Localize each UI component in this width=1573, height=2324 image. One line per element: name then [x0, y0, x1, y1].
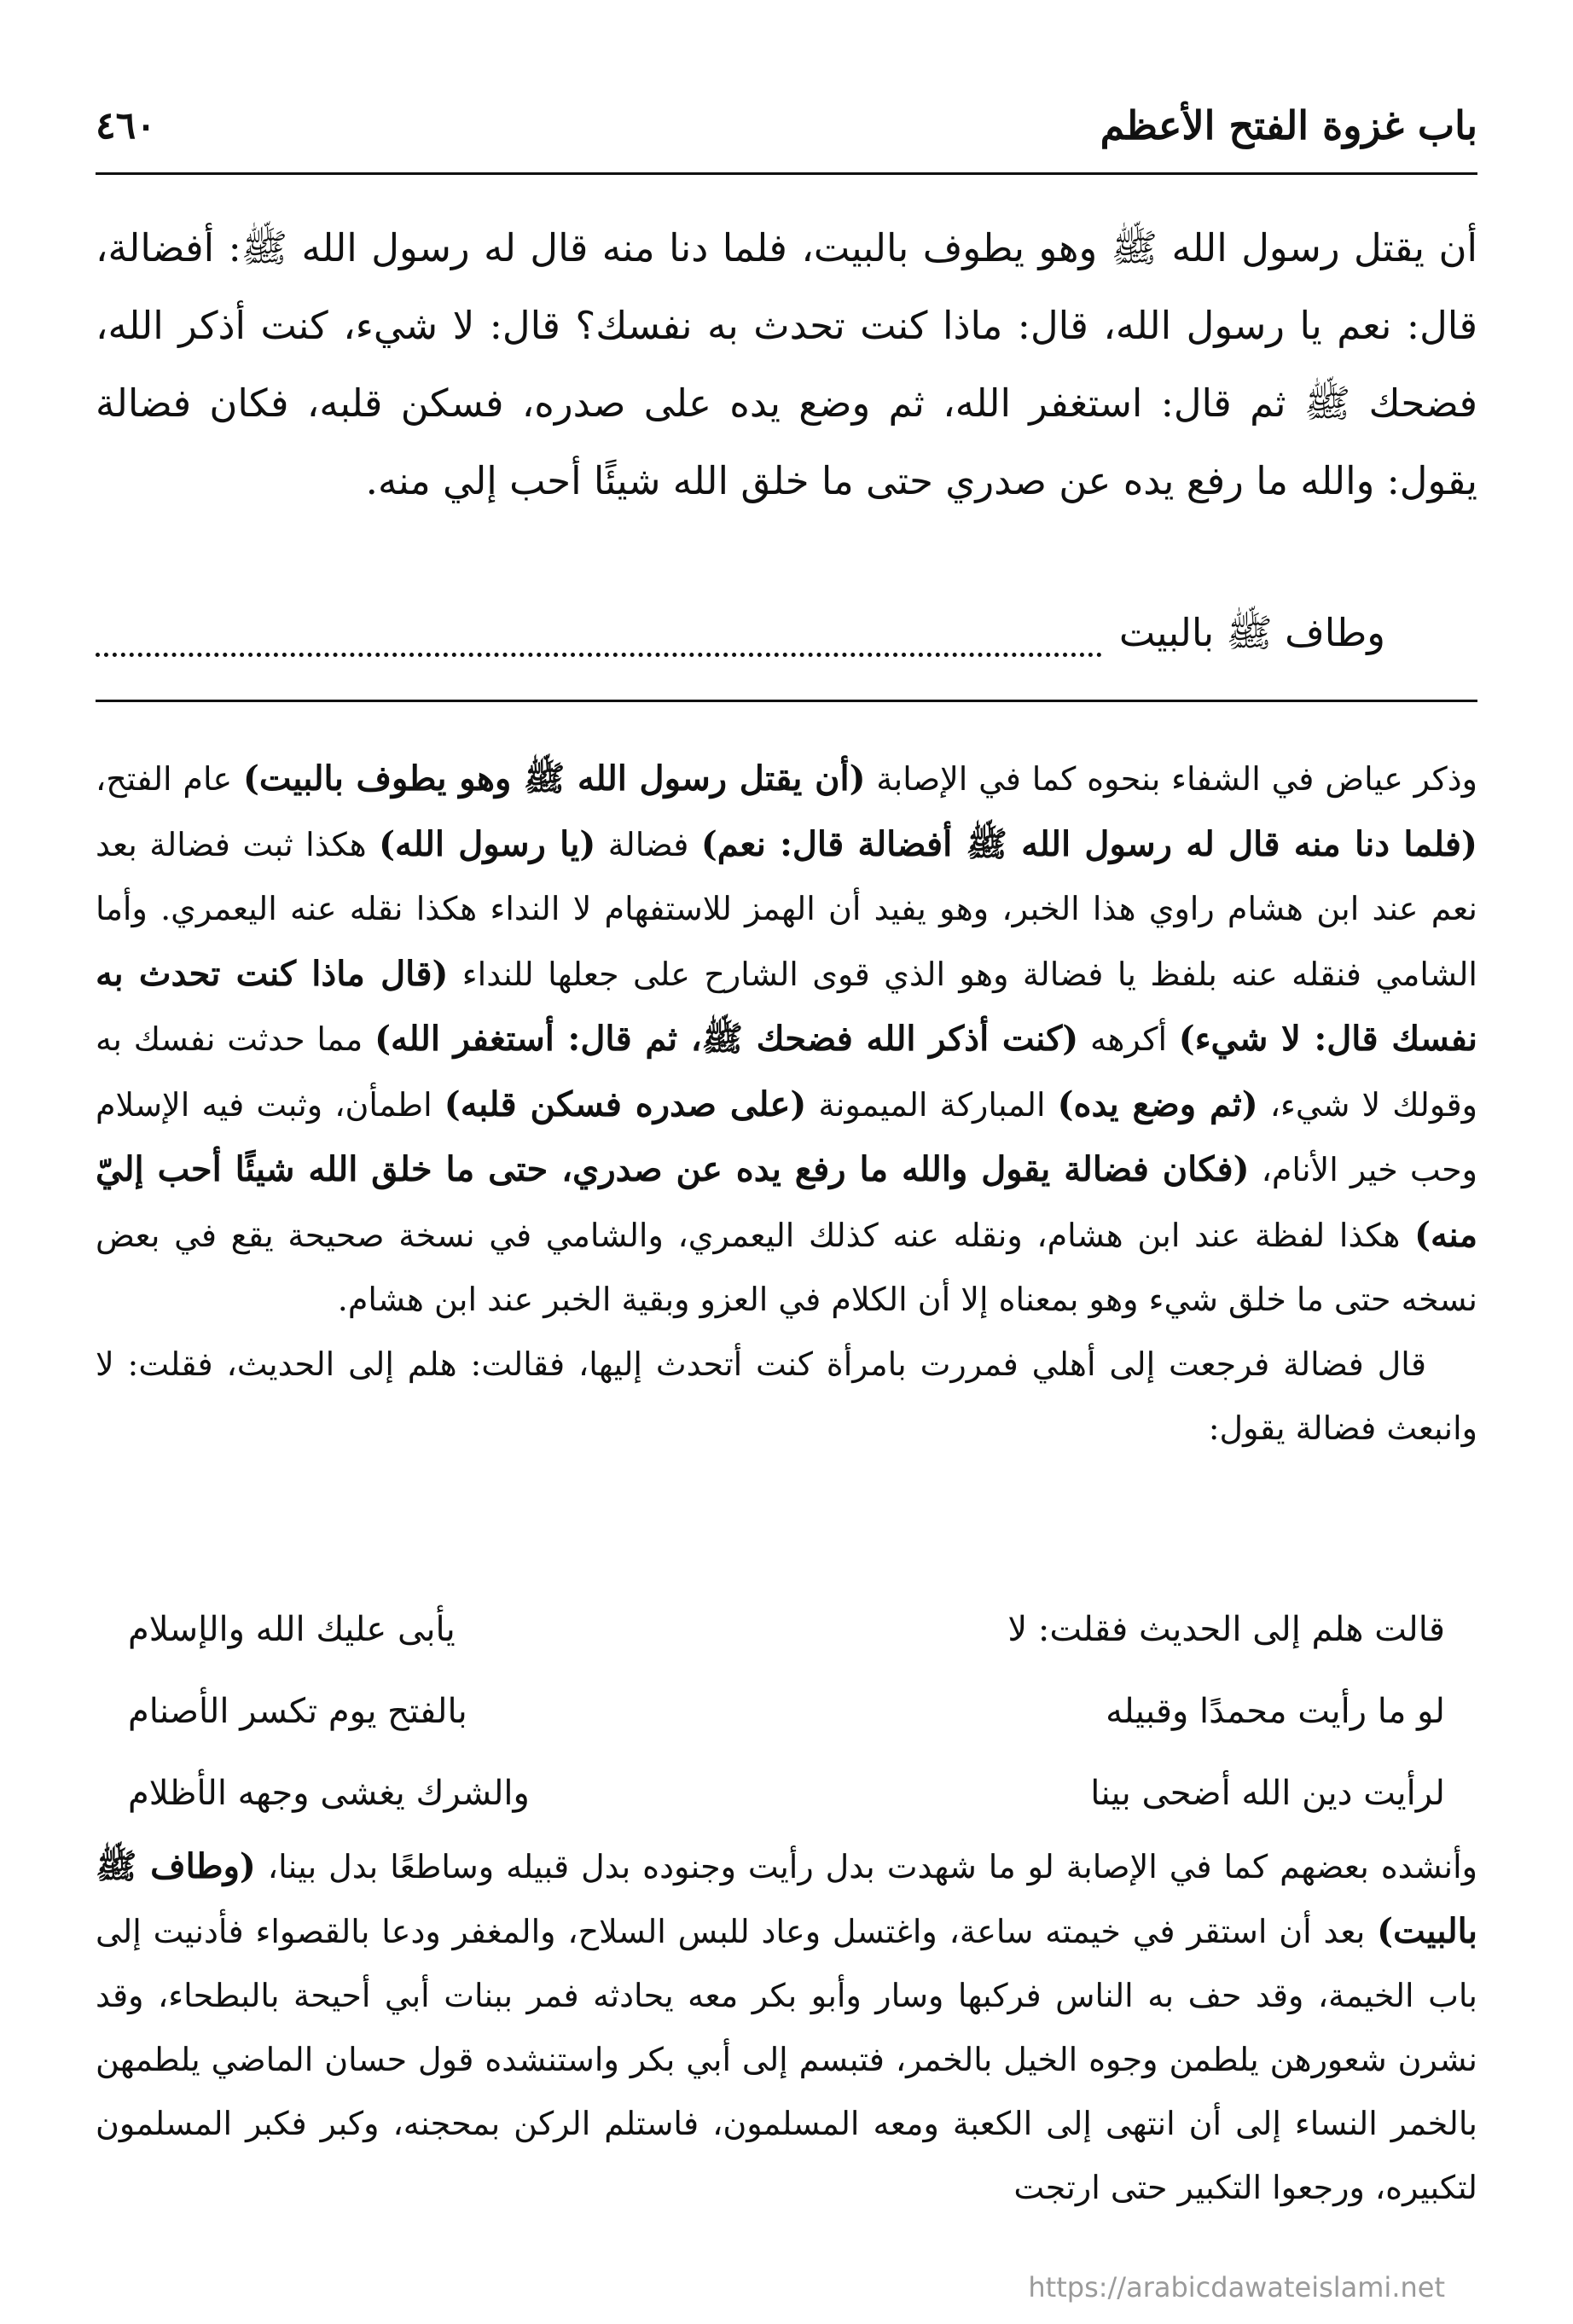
commentary-segment-quote: (كنت أذكر الله فضحك ﷺ، ثم قال: أستغفر الله) — [374, 1019, 1079, 1059]
lemma-row — [96, 607, 1385, 667]
commentary-segment-text: هكذا لفظة عند ابن هشام، ونقله عنه كذلك اليعمري، والشامي في نسخة صحيحة يقع في بعض نسخه حتى ما خلق شيء وهو بمعناه إلا أن الكلام في العزو وبقية الخبر عند ابن هشام. — [96, 1216, 1477, 1318]
dotted-leader — [96, 619, 1102, 657]
poem — [128, 1589, 1445, 1834]
verse — [128, 1752, 1445, 1834]
verse-second-half: بالفتح يوم تكسر الأصنام — [128, 1692, 467, 1731]
after-poem-text — [96, 1834, 1477, 2220]
commentary-segment-quote: (قال ماذا كنت تحدث به نفسك قال: لا شيء) — [96, 953, 1478, 1059]
main-paragraph: أن يقتل رسول الله ﷺ وهو يطوف بالبيت، فلما دنا منه قال له رسول الله ﷺ: أفضالة، قال: نعم يا رسول الله، قال: ماذا كنت تحدث به نفسك؟ قال: لا شيء، كنت أذكر الله، فضحك ﷺ ثم قال: استغفر الله، ثم وضع يده على صدره، فسكن قلبه، فكان فضالة يقول: والله ما رفع يده عن صدري حتى ما خلق الله شيئًا أحب إلي منه. — [96, 225, 1477, 503]
after-poem-paragraph — [96, 1834, 1477, 2220]
commentary-segment-text: فضالة — [595, 825, 701, 863]
commentary-segment-text: أكرهه — [1078, 1020, 1179, 1058]
commentary-segment-text: وذكر عياض في الشفاء بنحوه كما في الإصابة — [865, 760, 1477, 798]
commentary — [96, 747, 1477, 1461]
commentary-segment-quote: (يا رسول الله) — [379, 823, 596, 864]
commentary-segment-quote: (فلما دنا منه قال له رسول الله ﷺ أفضالة قال: نعم) — [700, 823, 1477, 864]
lemma: وطاف ﷺ بالبيت — [1118, 610, 1385, 655]
commentary-segment-text: عام الفتح، — [96, 760, 243, 798]
commentary-segment-quote: (ثم وضع يده) — [1057, 1084, 1258, 1124]
after-poem-segment-text: بعد أن استقر في خيمته ساعة، واغتسل وعاد للبس السلاح، والمغفر ودعا بالقصواء فأدنيت إلى باب الخيمة، وقد حف به الناس فركبها وسار وأبو بكر معه يحادثه فمر ببنات أبي أحيحة بالبطحاء، وقد نشرن شعورهن يلطمن وجوه الخيل بالخمر، فتبسم إلى أبي بكر واستنشده قول حسان الماضي يلطمهن بالخمر النساء إلى أن انتهى إلى الكعبة ومعه المسلمون، فاستلم الركن بمحجنه، وكبر فكبر المسلمون لتكبيره، ورجعوا التكبير حتى ارتجت — [96, 1913, 1477, 2206]
commentary-paragraph-1 — [96, 747, 1477, 1333]
page-number: ٤٦٠ — [96, 103, 156, 148]
watermark-url: https://arabicdawateislami.net — [1028, 2271, 1445, 2304]
commentary-segment-quote: (أن يقتل رسول الله ﷺ وهو يطوف بالبيت) — [243, 758, 866, 799]
commentary-segment-quote: (على صدره فسكن قلبه) — [444, 1084, 807, 1124]
commentary-segment-text: اطمأن، وثبت فيه الإسلام وحب خير الأنام، — [96, 1085, 1477, 1188]
verse-first-half: لو ما رأيت محمدًا وقبيله — [1106, 1692, 1445, 1731]
commentary-segment-text: هكذا ثبت فضالة بعد نعم عند ابن هشام راوي هذا الخبر، وهو يفيد أن الهمز للاستفهام لا النداء هكذا نقله عنه اليعمري. وأما الشامي فنقله عنه بلفظ يا فضالة وهو الذي قوى الشارح على جعلها للنداء — [96, 825, 1477, 993]
verse-first-half: قالت هلم إلى الحديث فقلت: لا — [1007, 1610, 1445, 1649]
main-text — [96, 209, 1477, 520]
verse-second-half: يأبى عليك الله والإسلام — [128, 1610, 456, 1649]
commentary-paragraph-2: قال فضالة فرجعت إلى أهلي فمررت بامرأة كنت أتحدث إليها، فقالت: هلم إلى الحديث، فقلت: لا وانبعث فضالة يقول: — [96, 1345, 1477, 1447]
running-title: باب غزوة الفتح الأعظم — [1100, 102, 1477, 148]
after-poem-segment-quote: (وطاف ﷺ بالبيت) — [96, 1846, 1477, 1951]
commentary-segment-quote: (فكان فضالة يقول والله ما رفع يده عن صدري، حتى ما خلق الله شيئًا أحب إليّ منه) — [96, 1149, 1477, 1255]
verse — [128, 1670, 1445, 1752]
commentary-segment-text: المباركة الميمونة — [806, 1085, 1058, 1124]
footnote-divider — [96, 700, 1477, 702]
commentary-segment-text: مما حدثت نفسك به وقولك لا شيء، — [96, 1020, 1477, 1124]
page-header — [96, 78, 1477, 175]
verse-second-half: والشرك يغشى وجهه الأظلام — [128, 1774, 530, 1813]
after-poem-segment-text: وأنشده بعضهم كما في الإصابة لو ما شهدت بدل رأيت وجنوده بدل قبيله وساطعًا بدل بينا، — [255, 1848, 1477, 1885]
verse — [128, 1589, 1445, 1670]
verse-first-half: لرأيت دين الله أضحى بينا — [1090, 1774, 1445, 1813]
